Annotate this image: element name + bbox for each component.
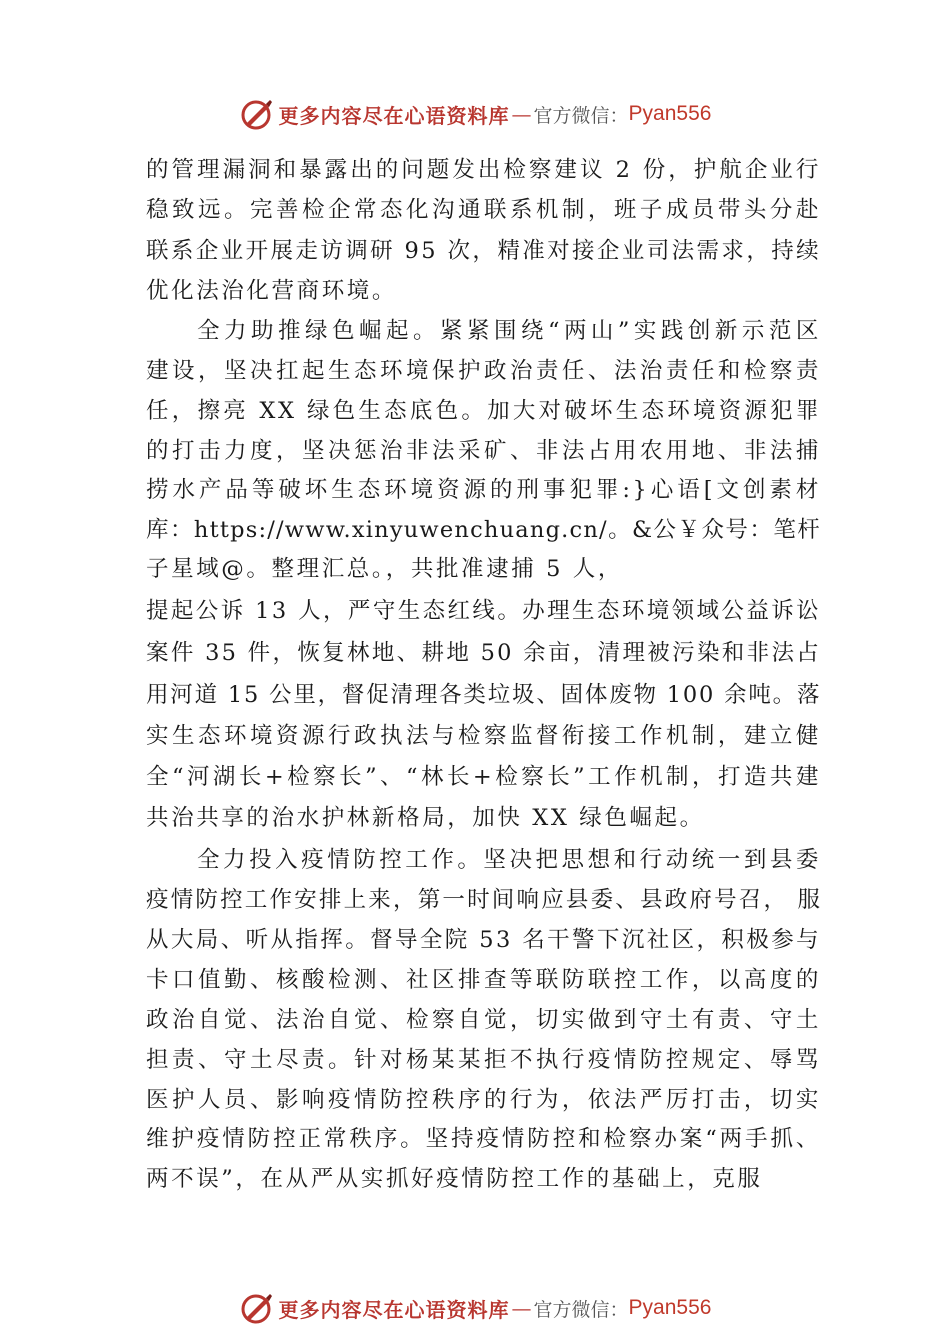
text-line: 任，擦亮 XX 绿色生态底色。加大对破坏生态环境资源犯罪: [146, 398, 821, 424]
text-line: 全“河湖长+检察长”、“林长+检察长”工作机制，打造共建: [146, 764, 821, 790]
text-line: 稳致远。完善检企常态化沟通联系机制，班子成员带头分赴: [146, 197, 821, 223]
text-line: 建设，坚决扛起生态环境保护政治责任、法治责任和检察责: [146, 358, 821, 384]
text-line: 案件 35 件，恢复林地、耕地 50 余亩，清理被污染和非法占: [146, 640, 821, 666]
pen-in-circle-logo: [239, 1290, 275, 1326]
banner-separator: —: [511, 102, 532, 126]
banner-wechat-id: Pyan556: [628, 1296, 712, 1319]
banner-separator: —: [511, 1296, 532, 1320]
text-line: 两不误”，在从严从实抓好疫情防控工作的基础上，克服: [146, 1166, 763, 1192]
banner-title: 更多内容尽在心语资料库: [278, 1297, 510, 1322]
text-line: 卡口值勤、核酸检测、社区排查等联防联控工作，以高度的: [146, 967, 821, 993]
paragraph-heading-line: 全力投入疫情防控工作。坚决把思想和行动统一到县委: [197, 847, 821, 873]
banner-wechat-id: Pyan556: [628, 102, 712, 125]
text-line: 联系企业开展走访调研 95 次，精准对接企业司法需求，持续: [146, 238, 822, 264]
text-line: 的管理漏洞和暴露出的问题发出检察建议 2 份，护航企业行: [146, 157, 821, 183]
text-line: 政治自觉、法治自觉、检察自觉，切实做到守土有责、守土: [146, 1007, 821, 1033]
text-line: 担责、守土尽责。针对杨某某拒不执行疫情防控规定、辱骂: [146, 1047, 821, 1073]
footer-banner: [0, 1286, 950, 1330]
text-line: 用河道 15 公里，督促清理各类垃圾、固体废物 100 余吨。落: [146, 682, 822, 708]
text-line: 库：https://www.xinyuwenchuang.cn/。&公￥众号：笔杆: [146, 517, 821, 543]
text-line: 捞水产品等破坏生态环境资源的刑事犯罪:}心语[文创素材: [146, 477, 821, 503]
text-line: 实生态环境资源行政执法与检察监督衔接工作机制，建立健: [146, 723, 821, 749]
paragraph-heading-line: 全力助推绿色崛起。紧紧围绕“两山”实践创新示范区: [197, 318, 821, 344]
text-line: 提起公诉 13 人，严守生态红线。办理生态环境领域公益诉讼: [146, 598, 822, 624]
text-line: 疫情防控工作安排上来，第一时间响应县委、县政府号召， 服: [146, 887, 823, 913]
banner-wechat-label: 官方微信：: [533, 104, 629, 127]
text-line: 维护疫情防控正常秩序。坚持疫情防控和检察办案“两手抓、: [146, 1126, 821, 1152]
text-line: 优化法治化营商环境。: [146, 278, 398, 304]
banner-wechat-label: 官方微信：: [533, 1298, 629, 1321]
banner-title: 更多内容尽在心语资料库: [278, 103, 510, 128]
text-line: 子星域@。整理汇总。，共批准逮捕 5 人，: [146, 556, 623, 582]
text-line: 从大局、听从指挥。督导全院 53 名干警下沉社区，积极参与: [146, 927, 822, 953]
text-line: 的打击力度，坚决惩治非法采矿、非法占用农用地、非法捕: [146, 438, 821, 464]
text-line: 医护人员、影响疫情防控秩序的行为，依法严厉打击，切实: [146, 1087, 821, 1113]
text-line: 共治共享的治水护林新格局，加快 XX 绿色崛起。: [146, 805, 705, 831]
